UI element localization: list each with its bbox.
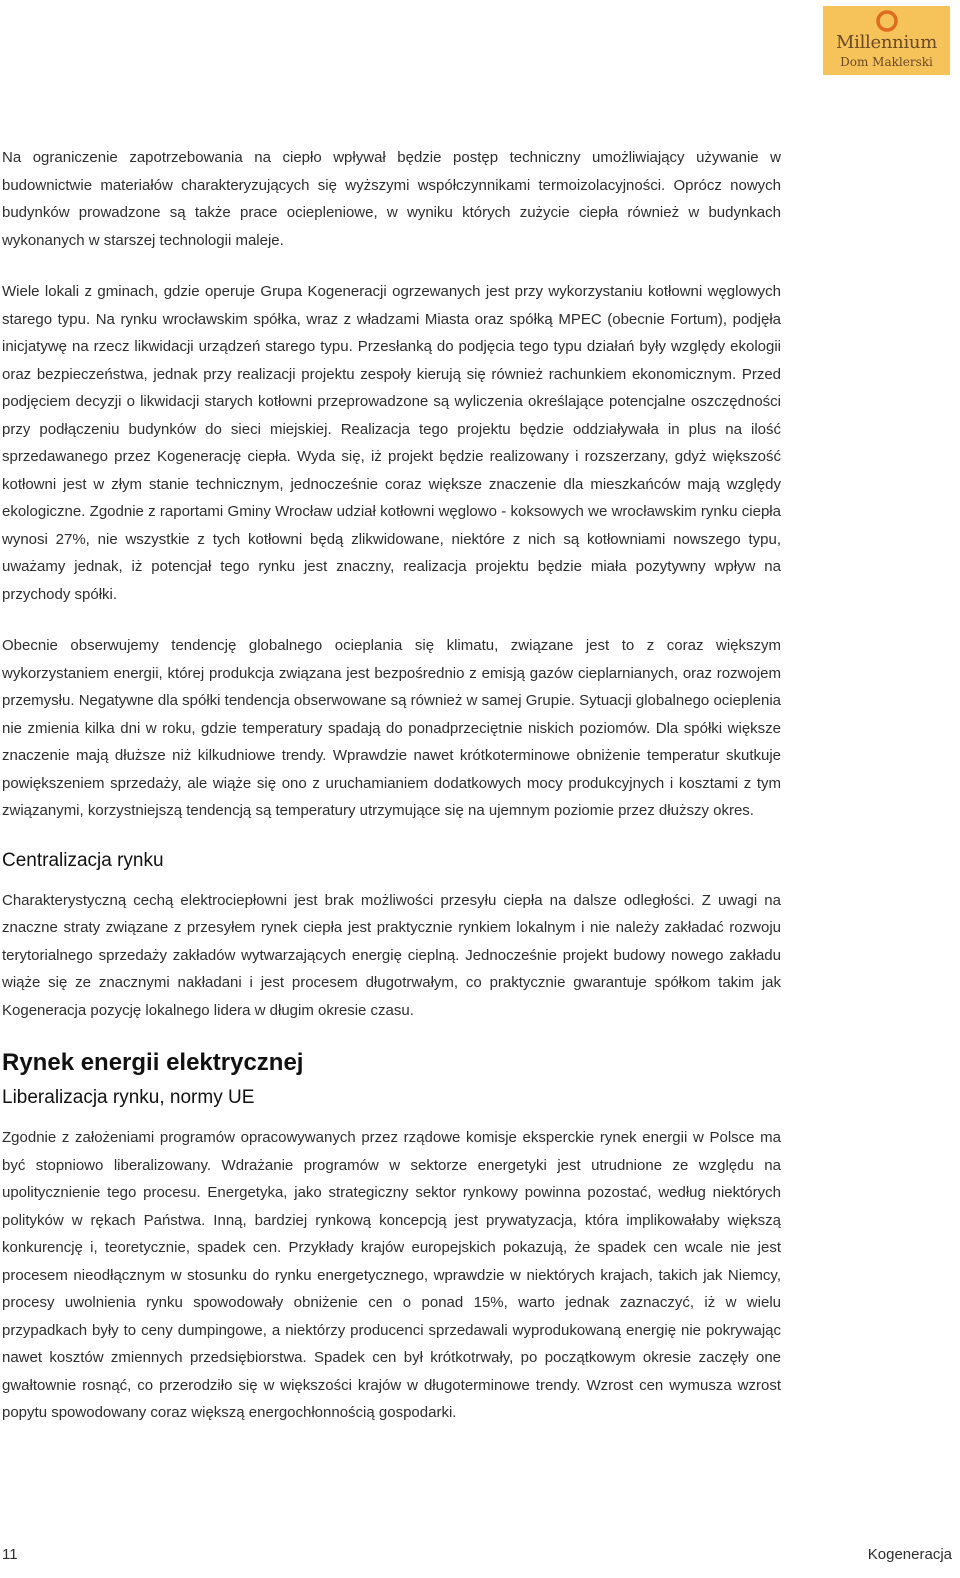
millennium-logo bbox=[823, 6, 950, 75]
document-body bbox=[2, 144, 781, 1451]
subsection-heading-liberalizacja: Liberalizacja rynku, normy UE bbox=[2, 1087, 255, 1108]
logo-name: Millennium bbox=[836, 32, 937, 53]
paragraph: Obecnie obserwujemy tendencję globalnego ocieplania się klimatu, związane jest to z coraz większym wykorzystaniem energii, której produkcja związana jest bezpośrednio z emisją gazów cieplarnianych, oraz rozwojem przemysłu. Negatywne dla spółki tendencja obserwowane są również w samej Grupie. Sytuacji globalnego ocieplenia nie zmienia kilka dni w roku, gdzie temperatury spadają do ponadprzeciętnie niskich poziomów. Dla spółki większe znaczenie mają dłuższe niż kilkudniowe trendy. Wprawdzie nawet krótkoterminowe obniżenie temperatur skutkuje powiększeniem sprzedaży, ale wiąże się ono z uruchamianiem dodatkowych mocy produkcyjnych i kosztami z tym związanymi, korzystniejszą tendencją są temperatury utrzymujące się na ujemnym poziomie przez dłuższy okres. bbox=[2, 637, 781, 819]
section-heading-rynek-energii: Rynek energii elektrycznej bbox=[2, 1049, 304, 1076]
paragraph: Wiele lokali z gminach, gdzie operuje Grupa Kogeneracji ogrzewanych jest przy wykorzystaniu kotłowni węglowych starego typu. Na rynku wrocławskim spółka, wraz z władzami Miasta oraz spółką MPEC (obecnie Fortum), podjęła inicjatywę na rzecz likwidacji urządzeń starego typu. Przesłanką do podjęcia tego typu działań były względy ekologii oraz bezpieczeństwa, jednak przy realizacji projektu zespoły kierują się również rachunkiem ekonomicznym. Przed podjęciem decyzji o likwidacji starych kotłowni przeprowadzone są wyliczenia określające potencjalne oszczędności przy podłączeniu budynków do sieci miejskiej. Realizacja tego projektu będzie oddziaływała in plus na ilość sprzedawanego przez Kogenerację ciepła. Wyda się, iż projekt będzie realizowany i rozszerzany, gdyż większość kotłowni jest w złym stanie technicznym, jednocześnie coraz większe znaczenie dla mieszkańców mają względy ekologiczne. Zgodnie z raportami Gminy Wrocław udział kotłowni węglowo - koksowych we wrocławskim rynku ciepła wynosi 27%, nie wszystkie z tych kotłowni będą zlikwidowane, niektóre z nich są kotłowniami nowszego typu, uważamy jednak, iż potencjał tego rynku jest znaczny, realizacja projektu będzie miała pozytywny wpływ na przychody spółki. bbox=[2, 283, 781, 603]
paragraph: Zgodnie z założeniami programów opracowywanych przez rządowe komisje eksperckie rynek energii w Polsce ma być stopniowo liberalizowany. Wdrażanie programów w sektorze energetyki jest utrudnione ze względu na upolitycznienie tego procesu. Energetyka, jako strategiczny sektor rynkowy powinna pozostać, według niektórych polityków w rękach Państwa. Inną, bardziej rynkową koncepcją jest prywatyzacja, która implikowałaby większą konkurencję i, teoretycznie, spadek cen. Przykłady krajów europejskich pokazują, że spadek cen wcale nie jest procesem nieodłącznym w stosunku do rynku energetycznego, wprawdzie w niektórych krajach, takich jak Niemcy, procesy uwolnienia rynku spowodowały obniżenie cen o ponad 15%, warto jednak zaznaczyć, iż w wielu przypadkach były to ceny dumpingowe, a niektórzy producenci sprzedawali wyprodukowaną energię nie pokrywając nawet kosztów zmiennych przedsiębiorstwa. Spadek cen był krótkotrwały, po początkowym okresie zaczęły one gwałtownie rosnąć, co przerodziło się w większości krajów w długoterminowe trendy. Wzrost cen wymusza wzrost popytu spowodowany coraz większą energochłonnością gospodarki. bbox=[2, 1129, 781, 1421]
page-number: 11 bbox=[2, 1546, 18, 1563]
logo-subtitle: Dom Maklerski bbox=[840, 55, 933, 69]
footer-company: Kogeneracja bbox=[867, 1546, 952, 1563]
section-heading-centralizacja: Centralizacja rynku bbox=[2, 849, 164, 871]
paragraph: Charakterystyczną cechą elektrociepłowni jest brak możliwości przesyłu ciepła na dalsze odległości. Z uwagi na znaczne straty związane z przesyłem rynek ciepła jest praktycznie rynkiem lokalnym i nie należy zakładać rozwoju terytorialnego sprzedaży zakładów wytwarzających energię cieplną. Jednocześnie projekt budowy nowego zakładu wiąże się ze znacznymi nakładani i jest procesem długotrwałym, co praktycznie gwarantuje spółkom takim jak Kogeneracja pozycję lokalnego lidera w długim okresie czasu. bbox=[2, 891, 781, 1019]
millennium-logo-icon bbox=[875, 9, 899, 33]
paragraph: Na ograniczenie zapotrzebowania na ciepło wpływał będzie postęp techniczny umożliwiający używanie w budownictwie materiałów charakteryzujących się wyższymi współczynnikami termoizolacyjności. Oprócz nowych budynków prowadzone są także prace ociepleniowe, w wyniku których zużycie ciepła również w budynkach wykonanych w starszej technologii maleje. bbox=[2, 149, 781, 249]
